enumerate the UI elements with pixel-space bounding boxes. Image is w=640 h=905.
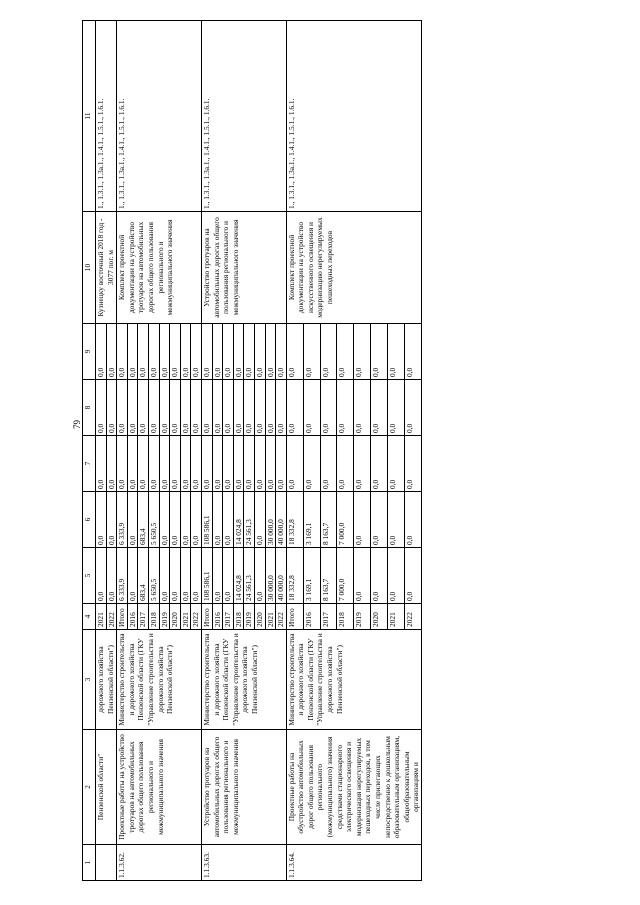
value-cell: 0,0 bbox=[170, 436, 181, 492]
executor-cell: Министерство строительства и дорожного хозяйства Пензенской области (ГКУ "Управление строительства и дорожного хозяйства Пензенской области") bbox=[201, 630, 286, 730]
value-cell: 0,0 bbox=[180, 324, 191, 380]
value-cell: 0,0 bbox=[405, 548, 422, 604]
value-cell: 108 586,1 bbox=[201, 492, 212, 548]
value-cell: 0,0 bbox=[265, 380, 276, 436]
header-cell: 9 bbox=[83, 324, 96, 380]
executor-cell: Министерство строительства и дорожного хозяйства Пензенской области (ГКУ "Управление строительства и дорожного хозяйства Пензенской области") bbox=[117, 630, 202, 730]
executor-cell: дорожного хозяйства Пензенской области") bbox=[96, 630, 117, 730]
value-cell: 0,0 bbox=[138, 324, 149, 380]
year-cell: 2016 bbox=[303, 604, 320, 630]
value-cell: 24 561,3 bbox=[244, 548, 255, 604]
value-cell: 5 650,5 bbox=[148, 548, 159, 604]
value-cell: 3 169,1 bbox=[303, 548, 320, 604]
value-cell: 0,0 bbox=[254, 436, 265, 492]
year-cell: 2020 bbox=[254, 604, 265, 630]
value-cell: 0,0 bbox=[201, 380, 212, 436]
header-row bbox=[83, 21, 96, 881]
value-cell: 0,0 bbox=[233, 380, 244, 436]
value-cell: 0,0 bbox=[148, 380, 159, 436]
year-cell: Итого bbox=[286, 604, 303, 630]
value-cell: 0,0 bbox=[191, 324, 202, 380]
value-cell: 0,0 bbox=[254, 324, 265, 380]
value-cell: 0,0 bbox=[106, 492, 117, 548]
value-cell: 0,0 bbox=[354, 380, 371, 436]
indicator-cell: Кузнецку восточный 2018 год - 3077 пог. м bbox=[96, 212, 117, 324]
value-cell: 0,0 bbox=[159, 492, 170, 548]
value-cell: 0,0 bbox=[117, 380, 128, 436]
year-cell: 2021 bbox=[388, 604, 405, 630]
value-cell: 0,0 bbox=[212, 380, 223, 436]
value-cell: 0,0 bbox=[337, 436, 354, 492]
value-cell: 0,0 bbox=[320, 380, 337, 436]
value-cell: 0,0 bbox=[138, 436, 149, 492]
value-cell: 0,0 bbox=[191, 380, 202, 436]
value-cell: 7 000,0 bbox=[337, 492, 354, 548]
value-cell: 0,0 bbox=[201, 324, 212, 380]
year-cell: 2017 bbox=[320, 604, 337, 630]
value-cell: 0,0 bbox=[96, 492, 107, 548]
value-cell: 0,0 bbox=[371, 436, 388, 492]
value-cell: 0,0 bbox=[354, 324, 371, 380]
value-cell: 0,0 bbox=[286, 436, 303, 492]
value-cell: 0,0 bbox=[212, 492, 223, 548]
value-cell: 0,0 bbox=[127, 324, 138, 380]
value-cell: 0,0 bbox=[265, 324, 276, 380]
value-cell: 0,0 bbox=[223, 436, 234, 492]
value-cell: 3 169,1 bbox=[303, 492, 320, 548]
value-cell: 5 650,5 bbox=[148, 492, 159, 548]
value-cell: 0,0 bbox=[405, 492, 422, 548]
year-cell: 2022 bbox=[106, 604, 117, 630]
table-row bbox=[96, 21, 107, 881]
value-cell: 0,0 bbox=[223, 548, 234, 604]
tasks-cell: 1., 1.3.1., 1.3а.1., 1.4.1., 1.5.1., 1.6.1. bbox=[117, 21, 202, 212]
value-cell: 30 000,0 bbox=[265, 492, 276, 548]
value-cell: 0,0 bbox=[223, 492, 234, 548]
value-cell: 0,0 bbox=[191, 436, 202, 492]
value-cell: 0,0 bbox=[106, 436, 117, 492]
year-cell: 2016 bbox=[127, 604, 138, 630]
year-cell: 2022 bbox=[191, 604, 202, 630]
value-cell: 0,0 bbox=[201, 436, 212, 492]
value-cell: 0,0 bbox=[244, 436, 255, 492]
value-cell: 6 333,9 bbox=[117, 548, 128, 604]
code-cell: 1.1.3.64. bbox=[286, 845, 421, 881]
value-cell: 0,0 bbox=[191, 548, 202, 604]
year-cell: 2017 bbox=[138, 604, 149, 630]
value-cell: 0,0 bbox=[254, 548, 265, 604]
executor-cell: Министерство строительства и дорожного хозяйства Пензенской области (ГКУ "Управление строительства и дорожного хозяйства Пензенской области") bbox=[286, 630, 421, 730]
value-cell: 0,0 bbox=[138, 380, 149, 436]
year-cell: 2021 bbox=[180, 604, 191, 630]
value-cell: 0,0 bbox=[254, 492, 265, 548]
header-cell: 6 bbox=[83, 492, 96, 548]
value-cell: 0,0 bbox=[303, 324, 320, 380]
year-cell: 2022 bbox=[276, 604, 287, 630]
value-cell: 0,0 bbox=[405, 380, 422, 436]
indicator-cell: Комплект проектной документации на устройство тротуаров на автомобильных дорогах общего пользования регионального и межмуниципального значения bbox=[117, 212, 202, 324]
value-cell: 0,0 bbox=[106, 548, 117, 604]
value-cell: 7 000,0 bbox=[337, 548, 354, 604]
value-cell: 8 163,7 bbox=[320, 548, 337, 604]
value-cell: 0,0 bbox=[388, 436, 405, 492]
value-cell: 0,0 bbox=[180, 380, 191, 436]
code-cell: 1.1.3.63. bbox=[201, 845, 286, 881]
header-cell: 5 bbox=[83, 548, 96, 604]
header-cell: 2 bbox=[83, 730, 96, 845]
table-row bbox=[286, 21, 303, 881]
value-cell: 0,0 bbox=[371, 324, 388, 380]
value-cell: 14 024,8 bbox=[233, 548, 244, 604]
header-cell: 7 bbox=[83, 436, 96, 492]
value-cell: 0,0 bbox=[223, 324, 234, 380]
value-cell: 0,0 bbox=[405, 324, 422, 380]
year-cell: 2017 bbox=[223, 604, 234, 630]
year-cell: 2020 bbox=[371, 604, 388, 630]
indicator-cell: Устройство тротуаров на автомобильных дорогах общего пользования регионального и межмуниципального значения bbox=[201, 212, 286, 324]
value-cell: 0,0 bbox=[117, 324, 128, 380]
value-cell: 0,0 bbox=[354, 548, 371, 604]
value-cell: 0,0 bbox=[244, 324, 255, 380]
value-cell: 0,0 bbox=[320, 324, 337, 380]
year-cell: 2022 bbox=[405, 604, 422, 630]
value-cell: 0,0 bbox=[212, 324, 223, 380]
year-cell: 2019 bbox=[244, 604, 255, 630]
value-cell: 0,0 bbox=[127, 492, 138, 548]
value-cell: 0,0 bbox=[303, 380, 320, 436]
value-cell: 14 024,8 bbox=[233, 492, 244, 548]
value-cell: 8 163,7 bbox=[320, 492, 337, 548]
year-cell: 2018 bbox=[148, 604, 159, 630]
value-cell: 0,0 bbox=[371, 380, 388, 436]
value-cell: 0,0 bbox=[265, 436, 276, 492]
value-cell: 0,0 bbox=[244, 380, 255, 436]
value-cell: 0,0 bbox=[286, 380, 303, 436]
value-cell: 0,0 bbox=[388, 324, 405, 380]
value-cell: 40 000,0 bbox=[276, 492, 287, 548]
value-cell: 0,0 bbox=[127, 380, 138, 436]
value-cell: 6 333,9 bbox=[117, 492, 128, 548]
value-cell: 24 561,3 bbox=[244, 492, 255, 548]
value-cell: 0,0 bbox=[286, 324, 303, 380]
event-name-cell: Устройство тротуаров на автомобильных дорогах общего пользования регионального и межмуниципального значения bbox=[201, 730, 286, 845]
event-name-cell: Проектные работы на устройство тротуаров на автомобильных дорогах общего пользования регионального и межмуниципального значения bbox=[117, 730, 202, 845]
year-cell: Итого bbox=[201, 604, 212, 630]
year-cell: 2021 bbox=[96, 604, 107, 630]
value-cell: 0,0 bbox=[127, 436, 138, 492]
value-cell: 683,4 bbox=[138, 548, 149, 604]
year-cell: 2021 bbox=[265, 604, 276, 630]
value-cell: 0,0 bbox=[159, 548, 170, 604]
year-cell: Итого bbox=[117, 604, 128, 630]
value-cell: 0,0 bbox=[337, 324, 354, 380]
header-cell: 10 bbox=[83, 212, 96, 324]
value-cell: 0,0 bbox=[148, 436, 159, 492]
header-cell: 8 bbox=[83, 380, 96, 436]
event-name-cell: Пензенской области" bbox=[96, 730, 117, 845]
value-cell: 0,0 bbox=[223, 380, 234, 436]
event-name-cell: Проектные работы на обустройство автомобильных дорог общего пользования регионального (межмуниципального) значения средствами стационарного электрического освещения и модернизация нерегулируемых пешеходных переходов, в том числе прилегающих непосредственно к дошкольным образовательным организациям, общеобразовательным организациям и bbox=[286, 730, 421, 845]
value-cell: 0,0 bbox=[180, 436, 191, 492]
value-cell: 0,0 bbox=[170, 548, 181, 604]
value-cell: 18 332,8 bbox=[286, 492, 303, 548]
value-cell: 0,0 bbox=[148, 324, 159, 380]
value-cell: 30 000,0 bbox=[265, 548, 276, 604]
value-cell: 0,0 bbox=[233, 324, 244, 380]
value-cell: 0,0 bbox=[337, 380, 354, 436]
value-cell: 0,0 bbox=[180, 492, 191, 548]
value-cell: 0,0 bbox=[159, 380, 170, 436]
tasks-cell: 1., 1.3.1., 1.3а.1., 1.4.1., 1.5.1., 1.6.1. bbox=[201, 21, 286, 212]
value-cell: 0,0 bbox=[96, 548, 107, 604]
rotated-page bbox=[82, 21, 622, 881]
value-cell: 0,0 bbox=[320, 436, 337, 492]
indicator-cell: Комплект проектной документации на устройство искусственного освещения и модернизацию нерегулируемых пешеходных переходов bbox=[286, 212, 421, 324]
value-cell: 0,0 bbox=[303, 436, 320, 492]
value-cell: 0,0 bbox=[212, 436, 223, 492]
value-cell: 0,0 bbox=[276, 436, 287, 492]
year-cell: 2019 bbox=[354, 604, 371, 630]
value-cell: 0,0 bbox=[127, 548, 138, 604]
value-cell: 0,0 bbox=[354, 436, 371, 492]
table-row bbox=[201, 21, 212, 881]
value-cell: 0,0 bbox=[371, 548, 388, 604]
tasks-cell: 1., 1.3.1., 1.3а.1., 1.4.1., 1.5.1., 1.6.1. bbox=[96, 21, 117, 212]
value-cell: 0,0 bbox=[254, 380, 265, 436]
value-cell: 0,0 bbox=[212, 548, 223, 604]
value-cell: 0,0 bbox=[159, 436, 170, 492]
code-cell bbox=[96, 845, 117, 881]
table-body bbox=[83, 21, 422, 881]
value-cell: 0,0 bbox=[354, 492, 371, 548]
year-cell: 2020 bbox=[170, 604, 181, 630]
value-cell: 0,0 bbox=[96, 380, 107, 436]
header-cell: 1 bbox=[83, 845, 96, 881]
value-cell: 0,0 bbox=[371, 492, 388, 548]
year-cell: 2019 bbox=[159, 604, 170, 630]
value-cell: 0,0 bbox=[170, 492, 181, 548]
value-cell: 0,0 bbox=[276, 380, 287, 436]
table-row bbox=[117, 21, 128, 881]
code-cell: 1.1.3.62. bbox=[117, 845, 202, 881]
program-table bbox=[82, 20, 422, 881]
value-cell: 0,0 bbox=[170, 324, 181, 380]
value-cell: 0,0 bbox=[276, 324, 287, 380]
header-cell: 11 bbox=[83, 21, 96, 212]
value-cell: 0,0 bbox=[405, 436, 422, 492]
header-cell: 3 bbox=[83, 630, 96, 730]
year-cell: 2018 bbox=[233, 604, 244, 630]
value-cell: 0,0 bbox=[117, 436, 128, 492]
value-cell: 0,0 bbox=[96, 436, 107, 492]
value-cell: 0,0 bbox=[106, 380, 117, 436]
value-cell: 0,0 bbox=[159, 324, 170, 380]
value-cell: 0,0 bbox=[170, 380, 181, 436]
header-cell: 4 bbox=[83, 604, 96, 630]
value-cell: 0,0 bbox=[180, 548, 191, 604]
tasks-cell: 1., 1.3.1., 1.3а.1., 1.4.1., 1.5.1., 1.6.1. bbox=[286, 21, 421, 212]
value-cell: 0,0 bbox=[96, 324, 107, 380]
value-cell: 0,0 bbox=[191, 492, 202, 548]
value-cell: 108 586,1 bbox=[201, 548, 212, 604]
year-cell: 2016 bbox=[212, 604, 223, 630]
value-cell: 683,4 bbox=[138, 492, 149, 548]
value-cell: 0,0 bbox=[388, 380, 405, 436]
value-cell: 40 000,0 bbox=[276, 548, 287, 604]
year-cell: 2018 bbox=[337, 604, 354, 630]
value-cell: 0,0 bbox=[388, 548, 405, 604]
value-cell: 0,0 bbox=[388, 492, 405, 548]
value-cell: 0,0 bbox=[106, 324, 117, 380]
page-number: 79 bbox=[72, 420, 82, 429]
value-cell: 18 332,8 bbox=[286, 548, 303, 604]
value-cell: 0,0 bbox=[233, 436, 244, 492]
